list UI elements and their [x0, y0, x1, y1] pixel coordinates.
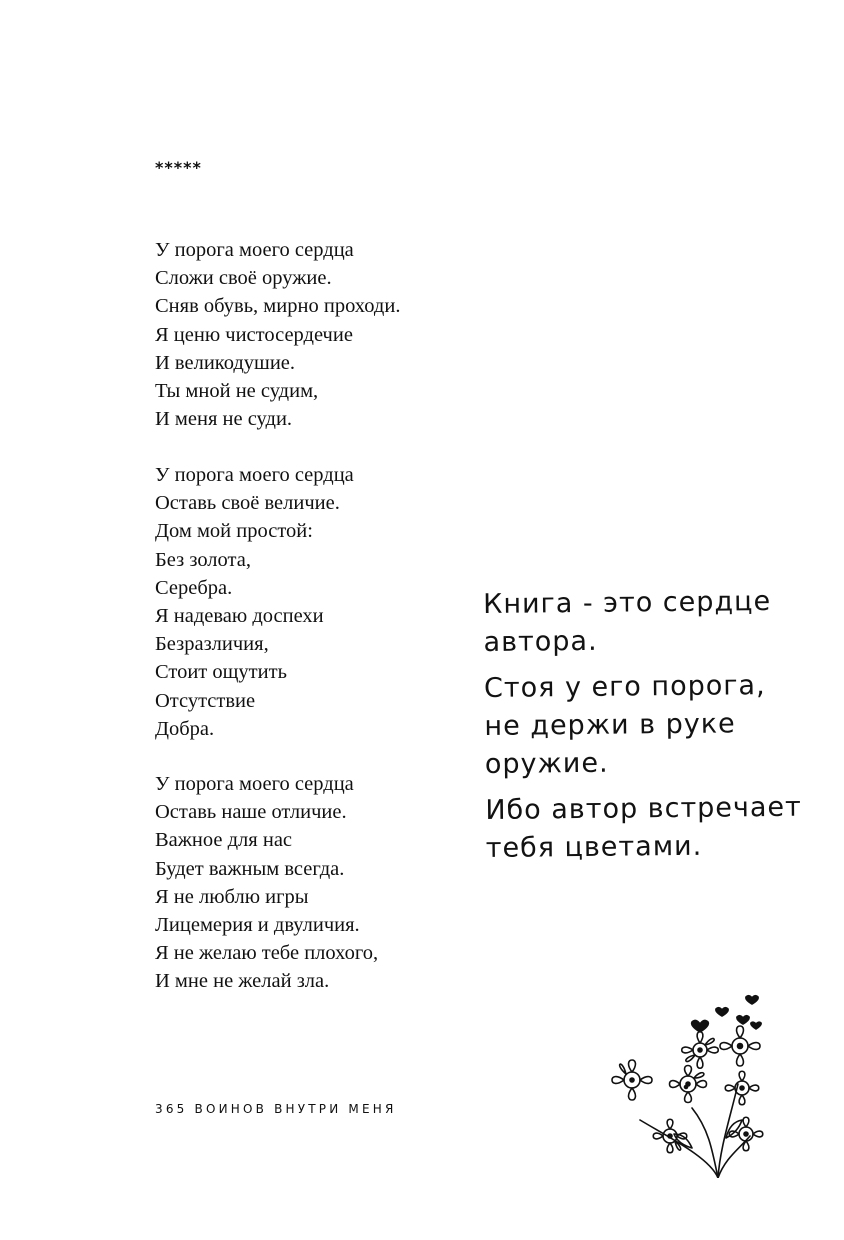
poem-stanza-2	[155, 461, 485, 743]
handwritten-note	[483, 582, 826, 868]
poem-line: Безразличия,	[155, 633, 269, 656]
section-separator: *****	[155, 158, 202, 177]
poem-line: Важное для нас	[155, 829, 293, 852]
poem-stanza-3	[155, 770, 485, 996]
poem-line: У порога моего сердца	[155, 464, 354, 486]
poem-line: Сложи своё оружие.	[155, 267, 332, 290]
poem-line: И великодушие.	[155, 351, 296, 374]
poem-line: У порога моего сердца	[155, 239, 354, 261]
poem-line: Будет важным всегда.	[155, 857, 345, 880]
note-line: оружие.	[484, 747, 609, 780]
poem-line: Добра.	[155, 717, 215, 740]
poem-line: Я ценю чистосердечие	[155, 323, 353, 346]
poem-line: Отсутствие	[155, 689, 256, 712]
poem-line: Сняв обувь, мирно проходи.	[155, 295, 401, 318]
flowers-and-hearts-icon	[600, 988, 780, 1178]
poem-stanza-1	[155, 236, 485, 433]
poem-line: Дом мой простой:	[155, 520, 313, 543]
poem-line: Я не люблю игры	[155, 885, 309, 908]
poem-line: Без золота,	[155, 548, 251, 571]
note-line: автора.	[483, 625, 598, 658]
running-footer: 365 ВОИНОВ ВНУТРИ МЕНЯ	[155, 1102, 397, 1116]
poem-line: Я надеваю доспехи	[155, 605, 324, 628]
poem-line: У порога моего сердца	[155, 773, 354, 795]
poem-line: Оставь наше отличие.	[155, 801, 347, 824]
note-line: Ибо автор встречает	[485, 791, 802, 826]
poem-line: И мне не желай зла.	[155, 970, 330, 993]
poem-line: Я не желаю тебе плохого,	[155, 942, 379, 965]
note-line: тебя цветами.	[485, 830, 703, 864]
note-line: не держи в руке	[484, 708, 736, 742]
poem-line: Стоит ощутить	[155, 661, 287, 684]
note-line: Книга - это сердце	[483, 585, 772, 620]
note-line: Стоя у его порога,	[483, 670, 766, 704]
poem-line: Ты мной не судим,	[155, 380, 319, 403]
poem-line: Оставь своё величие.	[155, 492, 340, 515]
poem-line: И меня не суди.	[155, 408, 293, 431]
poem-line: Лицемерия и двуличия.	[155, 914, 360, 937]
poem-line: Серебра.	[155, 576, 233, 599]
